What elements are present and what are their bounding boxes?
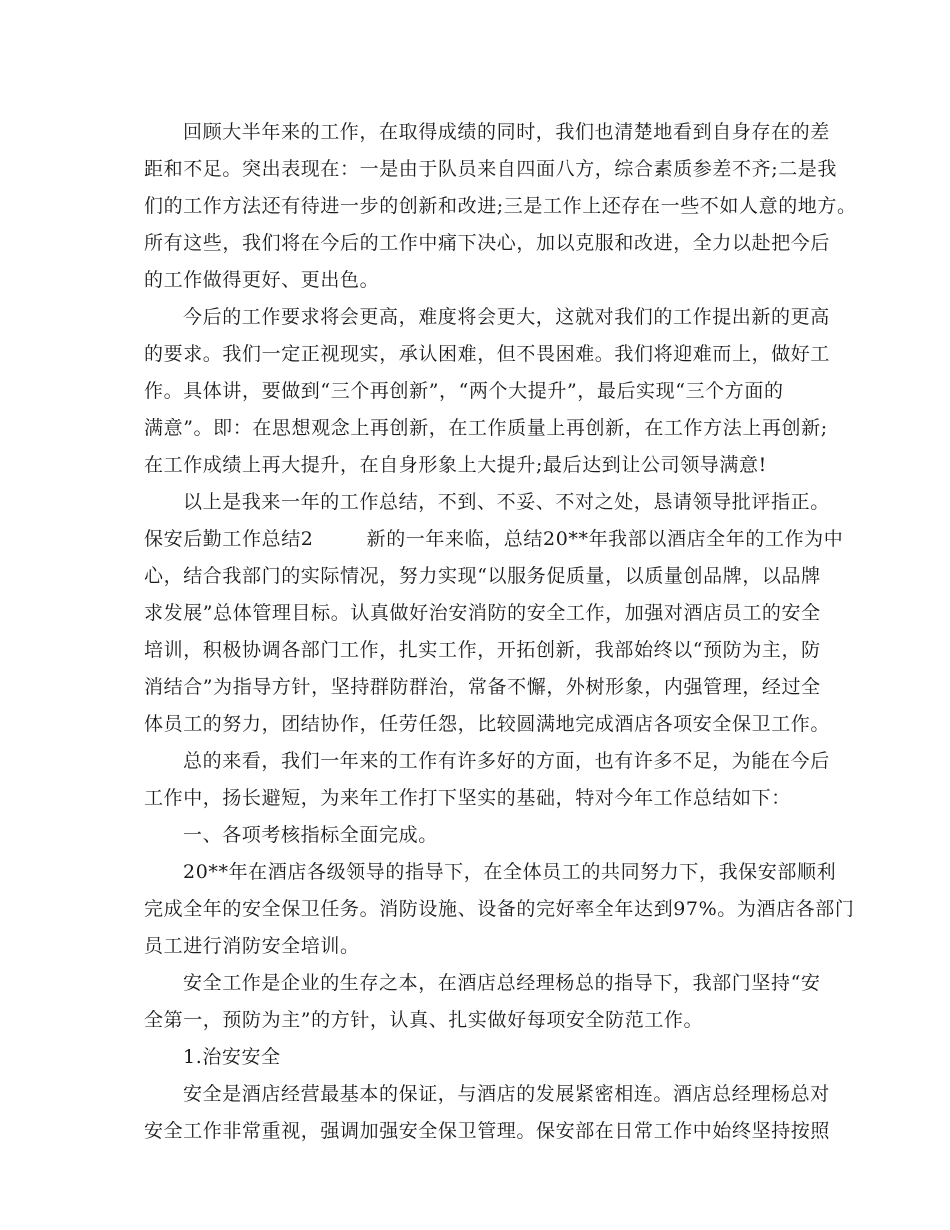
text-line: 距和不足。突出表现在：一是由于队员来自四面八方，综合素质参差不齐;二是我: [144, 158, 838, 180]
text-line: 完成全年的安全保卫任务。消防设施、设备的完好率全年达到97%。为酒店各部门: [144, 898, 855, 920]
text-line: 保安后勤工作总结2 新的一年来临，总结20**年我部以酒店全年的工作为中: [144, 528, 844, 550]
text-line: 求发展”总体管理目标。认真做好治安消防的安全工作，加强对酒店员工的安全: [144, 602, 821, 624]
text-line: 们的工作方法还有待进一步的创新和改进;三是工作上还存在一些不如人意的地方。: [144, 195, 857, 217]
text-line: 全第一，预防为主”的方针，认真、扎实做好每项安全防范工作。: [144, 1009, 704, 1031]
text-line: 总的来看，我们一年来的工作有许多好的方面，也有许多不足，为能在今后: [183, 750, 830, 772]
text-line: 体员工的努力，团结协作，任劳任怨，比较圆满地完成酒店各项安全保卫工作。: [144, 713, 831, 735]
text-line: 回顾大半年来的工作，在取得成绩的同时，我们也清楚地看到自身存在的差: [183, 121, 830, 143]
text-line: 1.治安安全: [183, 1046, 281, 1068]
text-line: 安全是酒店经营最基本的保证，与酒店的发展紧密相连。酒店总经理杨总对: [183, 1083, 830, 1105]
text-line: 以上是我来一年的工作总结，不到、不妥、不对之处，恳请领导批评指正。: [183, 491, 830, 513]
text-line: 作。具体讲，要做到“三个再创新”，“两个大提升”，最后实现“三个方面的: [144, 380, 784, 402]
text-line: 今后的工作要求将会更高，难度将会更大，这就对我们的工作提出新的更高: [183, 306, 830, 328]
text-line: 消结合”为指导方针，坚持群防群治，常备不懈，外树形象，内强管理，经过全: [144, 676, 821, 698]
text-line: 员工进行消防安全培训。: [144, 935, 360, 957]
text-line: 满意”。即：在思想观念上再创新，在工作质量上再创新，在工作方法上再创新;: [144, 417, 828, 439]
text-line: 一、各项考核指标全面完成。: [183, 824, 438, 846]
text-line: 工作中，扬长避短，为来年工作打下坚实的基础，特对今年工作总结如下：: [144, 787, 791, 809]
text-line: 20**年在酒店各级领导的指导下，在全体员工的共同努力下，我保安部顺利: [183, 861, 837, 883]
text-line: 所有这些，我们将在今后的工作中痛下决心，加以克服和改进，全力以赴把今后: [144, 232, 831, 254]
text-line: 的要求。我们一定正视现实，承认困难，但不畏困难。我们将迎难而上，做好工: [144, 343, 831, 365]
text-line: 安全工作非常重视，强调加强安全保卫管理。保安部在日常工作中始终坚持按照: [144, 1120, 831, 1142]
text-line: 安全工作是企业的生存之本，在酒店总经理杨总的指导下，我部门坚持“安: [183, 972, 821, 994]
text-line: 心，结合我部门的实际情况，努力实现“以服务促质量，以质量创品牌，以品牌: [144, 565, 821, 587]
text-line: 在工作成绩上再大提升，在自身形象上大提升;最后达到让公司领导满意!: [144, 454, 767, 476]
text-line: 培训，积极协调各部门工作，扎实工作，开拓创新，我部始终以“预防为主，防: [144, 639, 821, 661]
text-line: 的工作做得更好、更出色。: [144, 269, 380, 291]
